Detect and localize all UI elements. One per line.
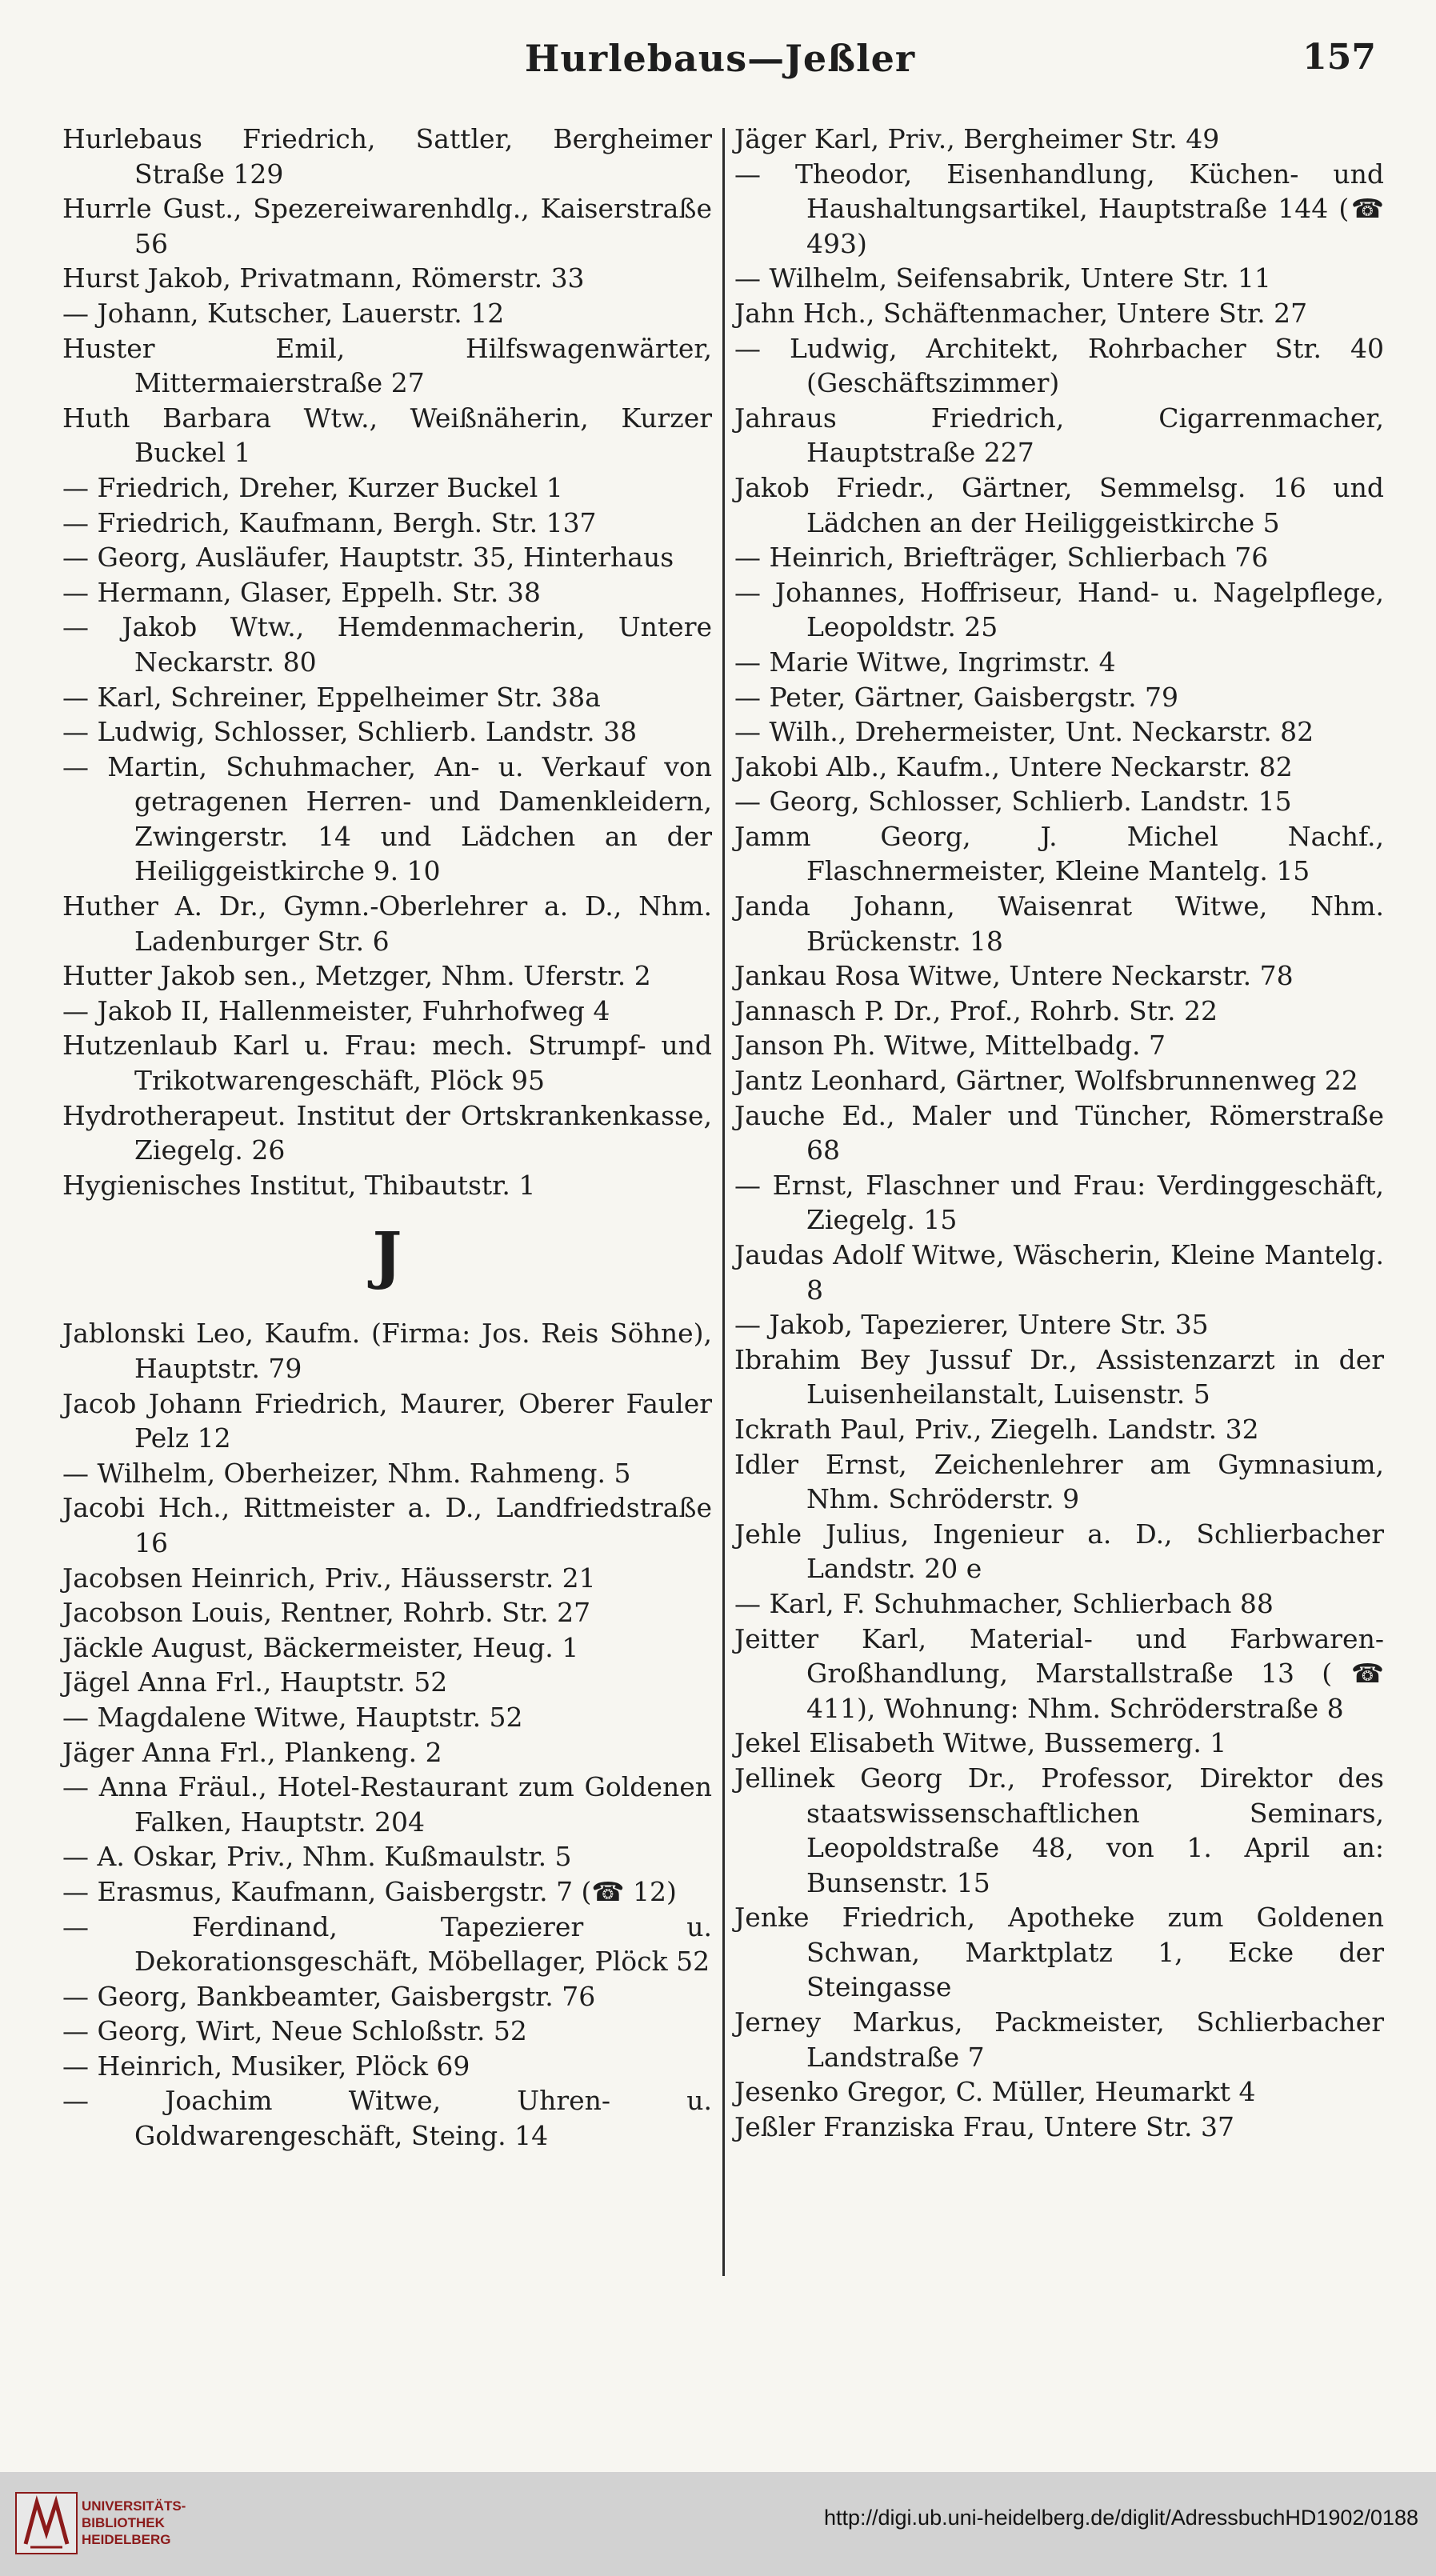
directory-entry: Idler Ernst, Zeichenlehrer am Gymnasium, Nhm. Schröderstr. 9 — [734, 1448, 1384, 1515]
directory-entry: Hutzenlaub Karl u. Frau: mech. Strumpf- und Trikotwarengeschäft, Plöck 95 — [62, 1030, 712, 1097]
university-library-logo-icon — [14, 2491, 78, 2555]
directory-entry: — Georg, Schlosser, Schlierb. Landstr. 15 — [734, 786, 1292, 818]
directory-entry: Ickrath Paul, Priv., Ziegelh. Landstr. 32 — [734, 1413, 1259, 1445]
directory-entry: Jamm Georg, J. Michel Nachf., Flaschnermeister, Kleine Mantelg. 15 — [734, 820, 1384, 887]
directory-entry: — Marie Witwe, Ingrimstr. 4 — [734, 646, 1116, 678]
directory-entry: Jahraus Friedrich, Cigarrenmacher, Hauptstraße 227 — [734, 402, 1384, 469]
directory-entry: Jeitter Karl, Material- und Farbwaren-Großhandlung, Marstallstraße 13 (☎ 411), Wohnung: Nhm. Schröderstraße 8 — [734, 1622, 1384, 1724]
directory-entry: Hutter Jakob sen., Metzger, Nhm. Uferstr. 2 — [62, 960, 651, 992]
directory-entry: — Ludwig, Schlosser, Schlierb. Landstr. 38 — [62, 716, 638, 748]
directory-entry: Jakobi Alb., Kaufm., Untere Neckarstr. 82 — [734, 750, 1293, 782]
directory-entry: Jekel Elisabeth Witwe, Bussemerg. 1 — [734, 1727, 1227, 1759]
directory-entry: — Ludwig, Architekt, Rohrbacher Str. 40 (Geschäftszimmer) — [734, 332, 1384, 399]
logo-line: UNIVERSITÄTS- — [82, 2498, 186, 2514]
directory-entry: Hurst Jakob, Privatmann, Römerstr. 33 — [62, 262, 585, 294]
directory-entry: — Ferdinand, Tapezierer u. Dekorationsgeschäft, Möbellager, Plöck 52 — [62, 1910, 712, 1978]
directory-entry: Janda Johann, Waisenrat Witwe, Nhm. Brückenstr. 18 — [734, 890, 1384, 957]
directory-entry: — Ernst, Flaschner und Frau: Verdinggeschäft, Ziegelg. 15 — [734, 1169, 1384, 1236]
directory-entry: Jablonski Leo, Kaufm. (Firma: Jos. Reis Söhne), Hauptstr. 79 — [62, 1318, 712, 1384]
logo-line: BIBLIOTHEK — [82, 2515, 165, 2530]
directory-entry: Jakob Friedr., Gärtner, Semmelsg. 16 und Lädchen an der Heiliggeistkirche 5 — [734, 471, 1384, 538]
directory-entry: — Jakob II, Hallenmeister, Fuhrhofweg 4 — [62, 994, 610, 1026]
directory-entry: — Friedrich, Kaufmann, Bergh. Str. 137 — [62, 506, 597, 538]
directory-entry: Jaudas Adolf Witwe, Wäscherin, Kleine Mantelg. 8 — [734, 1239, 1384, 1306]
directory-entry: — Jakob Wtw., Hemdenmacherin, Untere Neckarstr. 80 — [62, 611, 712, 678]
directory-entry: Hurlebaus Friedrich, Sattler, Bergheimer Straße 129 — [62, 123, 712, 190]
directory-entry: — Anna Fräul., Hotel-Restaurant zum Goldenen Falken, Hauptstr. 204 — [62, 1771, 712, 1838]
directory-entry: Jacobsen Heinrich, Priv., Häusserstr. 21 — [62, 1562, 596, 1594]
directory-entry: Jacob Johann Friedrich, Maurer, Oberer Fauler Pelz 12 — [62, 1387, 712, 1454]
directory-entry: Hygienisches Institut, Thibautstr. 1 — [62, 1169, 536, 1201]
directory-entry: Hydrotherapeut. Institut der Ortskrankenkasse, Ziegelg. 26 — [62, 1099, 712, 1166]
directory-entry: Jannasch P. Dr., Prof., Rohrb. Str. 22 — [734, 994, 1218, 1026]
viewer-footer-bar — [0, 2472, 1436, 2576]
directory-entry: — Wilhelm, Oberheizer, Nhm. Rahmeng. 5 — [62, 1457, 631, 1489]
directory-entry: Jenke Friedrich, Apotheke zum Goldenen Schwan, Marktplatz 1, Ecke der Steingasse — [734, 1902, 1384, 2003]
directory-entry: — Magdalene Witwe, Hauptstr. 52 — [62, 1701, 523, 1733]
directory-entry: — A. Oskar, Priv., Nhm. Kußmaulstr. 5 — [62, 1841, 572, 1873]
section-letter-heading: J — [372, 1219, 402, 1293]
directory-entry: Jehle Julius, Ingenieur a. D., Schlierbacher Landstr. 20 e — [734, 1518, 1384, 1585]
directory-entry: Jeßler Franziska Frau, Untere Str. 37 — [734, 2110, 1235, 2142]
directory-entry: Huth Barbara Wtw., Weißnäherin, Kurzer Buckel 1 — [62, 402, 712, 469]
directory-entry: Ibrahim Bey Jussuf Dr., Assistenzarzt in der Luisenheilanstalt, Luisenstr. 5 — [734, 1343, 1384, 1410]
column-divider — [722, 128, 725, 2276]
directory-entry: — Georg, Bankbeamter, Gaisbergstr. 76 — [62, 1980, 596, 2012]
directory-entry: — Johannes, Hoffriseur, Hand- u. Nagelpflege, Leopoldstr. 25 — [734, 576, 1384, 643]
directory-entry: — Hermann, Glaser, Eppelh. Str. 38 — [62, 576, 541, 608]
directory-entry: — Martin, Schuhmacher, An- u. Verkauf von getragenen Herren- und Damenkleidern, Zwingerstr. 14 und Lädchen an der Heiliggeistkirche 9. 10 — [62, 750, 712, 887]
directory-entry: — Wilh., Drehermeister, Unt. Neckarstr. 82 — [734, 716, 1314, 748]
directory-entry: — Friedrich, Dreher, Kurzer Buckel 1 — [62, 471, 563, 503]
directory-entry: Jägel Anna Frl., Hauptstr. 52 — [62, 1666, 448, 1698]
directory-entry: — Wilhelm, Seifensabrik, Untere Str. 11 — [734, 262, 1271, 294]
directory-entry: — Peter, Gärtner, Gaisbergstr. 79 — [734, 681, 1179, 713]
directory-entry: Jellinek Georg Dr., Professor, Direktor des staatswissenschaftlichen Seminars, Leopoldstraße 48, von 1. April an: Bunsenstr. 15 — [734, 1762, 1384, 1898]
directory-entry: Huther A. Dr., Gymn.-Oberlehrer a. D., Nhm. Ladenburger Str. 6 — [62, 890, 712, 957]
directory-entry: — Heinrich, Briefträger, Schlierbach 76 — [734, 542, 1269, 574]
directory-entry: Janson Ph. Witwe, Mittelbadg. 7 — [734, 1030, 1166, 1062]
directory-entry: — Joachim Witwe, Uhren- u. Goldwarengeschäft, Steing. 14 — [62, 2085, 712, 2152]
directory-entry: Jahn Hch., Schäftenmacher, Untere Str. 27 — [734, 297, 1308, 329]
directory-entry: Jesenko Gregor, C. Müller, Heumarkt 4 — [734, 2076, 1256, 2108]
directory-entry: — Jakob, Tapezierer, Untere Str. 35 — [734, 1309, 1209, 1341]
page-number: 157 — [1302, 37, 1376, 78]
directory-entry: Jäckle August, Bäckermeister, Heug. 1 — [62, 1631, 579, 1663]
directory-entry: — Georg, Ausläufer, Hauptstr. 35, Hinterhaus — [62, 542, 674, 574]
running-head: Hurlebaus—Jeßler — [524, 37, 916, 80]
directory-entry: — Heinrich, Musiker, Plöck 69 — [62, 2050, 470, 2082]
logo-text — [82, 2498, 186, 2548]
directory-entry: — Erasmus, Kaufmann, Gaisbergstr. 7 (☎ 12) — [62, 1875, 677, 1907]
directory-entry: — Georg, Wirt, Neue Schloßstr. 52 — [62, 2015, 527, 2047]
left-column — [62, 122, 712, 2154]
directory-entry: Jerney Markus, Packmeister, Schlierbacher Landstraße 7 — [734, 2006, 1384, 2073]
source-url-link[interactable]: http://digi.ub.uni-heidelberg.de/diglit/AdressbuchHD1902/0188 — [823, 2506, 1418, 2530]
logo-line: HEIDELBERG — [82, 2532, 171, 2547]
directory-entry: Jäger Anna Frl., Plankeng. 2 — [62, 1736, 442, 1768]
directory-entry: Jäger Karl, Priv., Bergheimer Str. 49 — [734, 123, 1220, 154]
directory-entry: — Karl, Schreiner, Eppelheimer Str. 38a — [62, 681, 601, 713]
page-header — [64, 32, 1376, 96]
directory-entry: Jacobi Hch., Rittmeister a. D., Landfriedstraße 16 — [62, 1492, 712, 1558]
directory-entry: — Karl, F. Schuhmacher, Schlierbach 88 — [734, 1587, 1274, 1619]
directory-entry: Huster Emil, Hilfswagenwärter, Mittermaierstraße 27 — [62, 332, 712, 399]
directory-entry: Jacobson Louis, Rentner, Rohrb. Str. 27 — [62, 1597, 591, 1629]
directory-entry: Jankau Rosa Witwe, Untere Neckarstr. 78 — [734, 960, 1294, 992]
directory-entry: Jauche Ed., Maler und Tüncher, Römerstraße 68 — [734, 1099, 1384, 1166]
directory-entry: — Johann, Kutscher, Lauerstr. 12 — [62, 297, 505, 329]
right-column — [734, 122, 1384, 2144]
directory-entry: Hurrle Gust., Spezereiwarenhdlg., Kaiserstraße 56 — [62, 193, 712, 259]
directory-entry: Jantz Leonhard, Gärtner, Wolfsbrunnenweg 22 — [734, 1065, 1358, 1097]
directory-entry: — Theodor, Eisenhandlung, Küchen- und Haushaltungsartikel, Hauptstraße 144 (☎ 493) — [734, 158, 1384, 259]
